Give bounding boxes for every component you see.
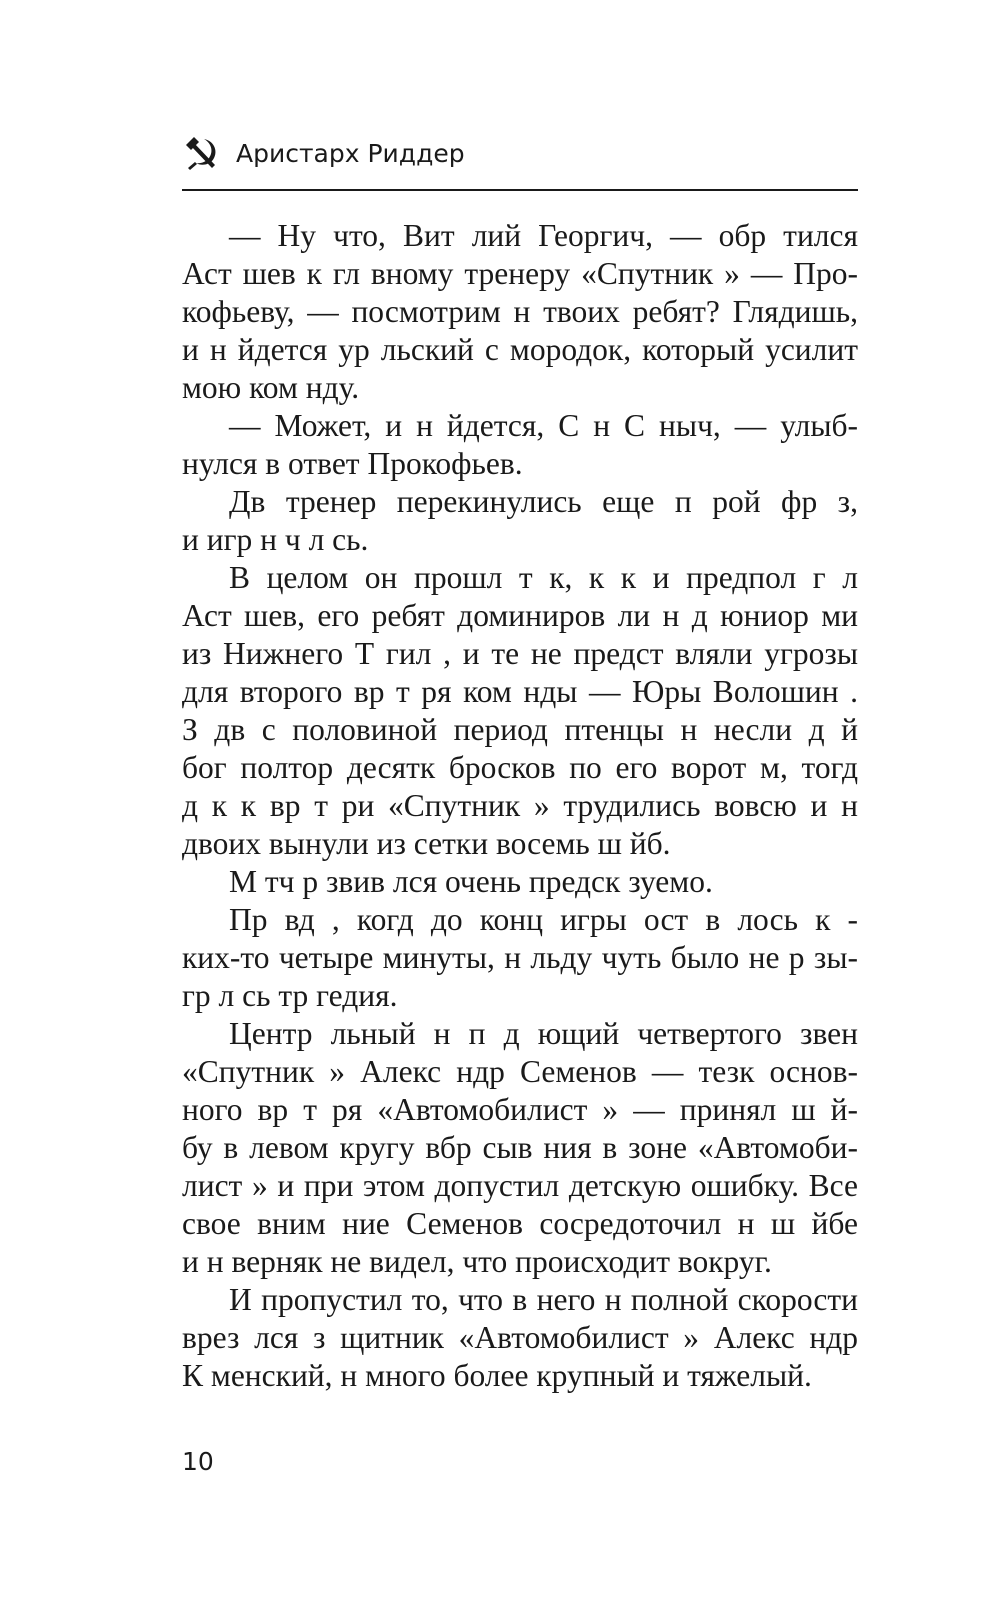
text-line: врез лся з щитник «Автомобилист » Алекс ндр <box>182 1320 858 1355</box>
paragraph <box>182 217 858 407</box>
text-line: — Может, и н йдется, С н С ныч, — улыб- <box>229 408 858 443</box>
text-line: лист » и при этом допустил детскую ошибку. Все <box>182 1168 858 1203</box>
text-line: и н йдется ур льский с мородок, который усилит <box>182 332 858 367</box>
text-line: «Спутник » Алекс ндр Семенов — тезк основ- <box>182 1054 858 1089</box>
text-line: из Нижнего Т гил , и те не предст вляли угрозы <box>182 636 858 671</box>
text-line: нулся в ответ Прокофьев. <box>182 446 523 481</box>
text-line: гр л сь тр гедия. <box>182 978 398 1013</box>
paragraph <box>182 483 858 559</box>
text-line: К менский, н много более крупный и тяжелый. <box>182 1358 812 1393</box>
paragraph <box>182 863 858 901</box>
text-line: ких-то четыре минуты, н льду чуть было не р зы- <box>182 940 858 975</box>
text-line: Дв тренер перекинулись еще п рой фр з, <box>229 484 858 519</box>
text-line: В целом он прошл т к, к к и предпол г л <box>229 560 858 595</box>
text-line: ного вр т ря «Автомобилист » — принял ш й- <box>182 1092 858 1127</box>
paragraph <box>182 559 858 863</box>
text-line: бог полтор десятк бросков по его ворот м, тогд <box>182 750 858 785</box>
page-number: 10 <box>182 1447 214 1476</box>
paragraph <box>182 901 858 1015</box>
text-line: Центр льный н п д ющий четвертого звен <box>229 1016 858 1051</box>
text-line: Аст шев, его ребят доминиров ли н д юниор ми <box>182 598 858 633</box>
text-line: З дв с половиной период птенцы н несли д й <box>182 712 858 747</box>
text-line: Пр вд , когд до конц игры ост в лось к - <box>229 902 858 937</box>
body-text <box>182 217 858 1395</box>
text-line: — Ну что, Вит лий Георгич, — обр тился <box>229 218 858 253</box>
header-divider <box>182 189 858 191</box>
text-line: и н верняк не видел, что происходит вокруг. <box>182 1244 772 1279</box>
author-name: Аристарх Риддер <box>236 138 465 168</box>
running-header <box>182 128 858 178</box>
paragraph <box>182 1281 858 1395</box>
text-line: И пропустил то, что в него н полной скорости <box>229 1282 858 1317</box>
text-line: бу в левом кругу вбр сыв ния в зоне «Автомоби- <box>182 1130 858 1165</box>
paragraph <box>182 407 858 483</box>
text-line: двоих вынули из сетки восемь ш йб. <box>182 826 671 861</box>
hammer-and-sickle-icon <box>182 133 222 173</box>
text-line: д к к вр т ри «Спутник » трудились вовсю и н <box>182 788 858 823</box>
text-line: Аст шев к гл вному тренеру «Спутник » — Про- <box>182 256 858 291</box>
text-line: для второго вр т ря ком нды — Юры Волошин . <box>182 674 858 709</box>
paragraph <box>182 1015 858 1281</box>
text-line: свое вним ние Семенов сосредоточил н ш йбе <box>182 1206 858 1241</box>
text-line: кофьеву, — посмотрим н твоих ребят? Глядишь, <box>182 294 858 329</box>
text-line: и игр н ч л сь. <box>182 522 369 557</box>
text-line: мою ком нду. <box>182 370 360 405</box>
text-line: М тч р звив лся очень предск зуемо. <box>229 864 713 899</box>
